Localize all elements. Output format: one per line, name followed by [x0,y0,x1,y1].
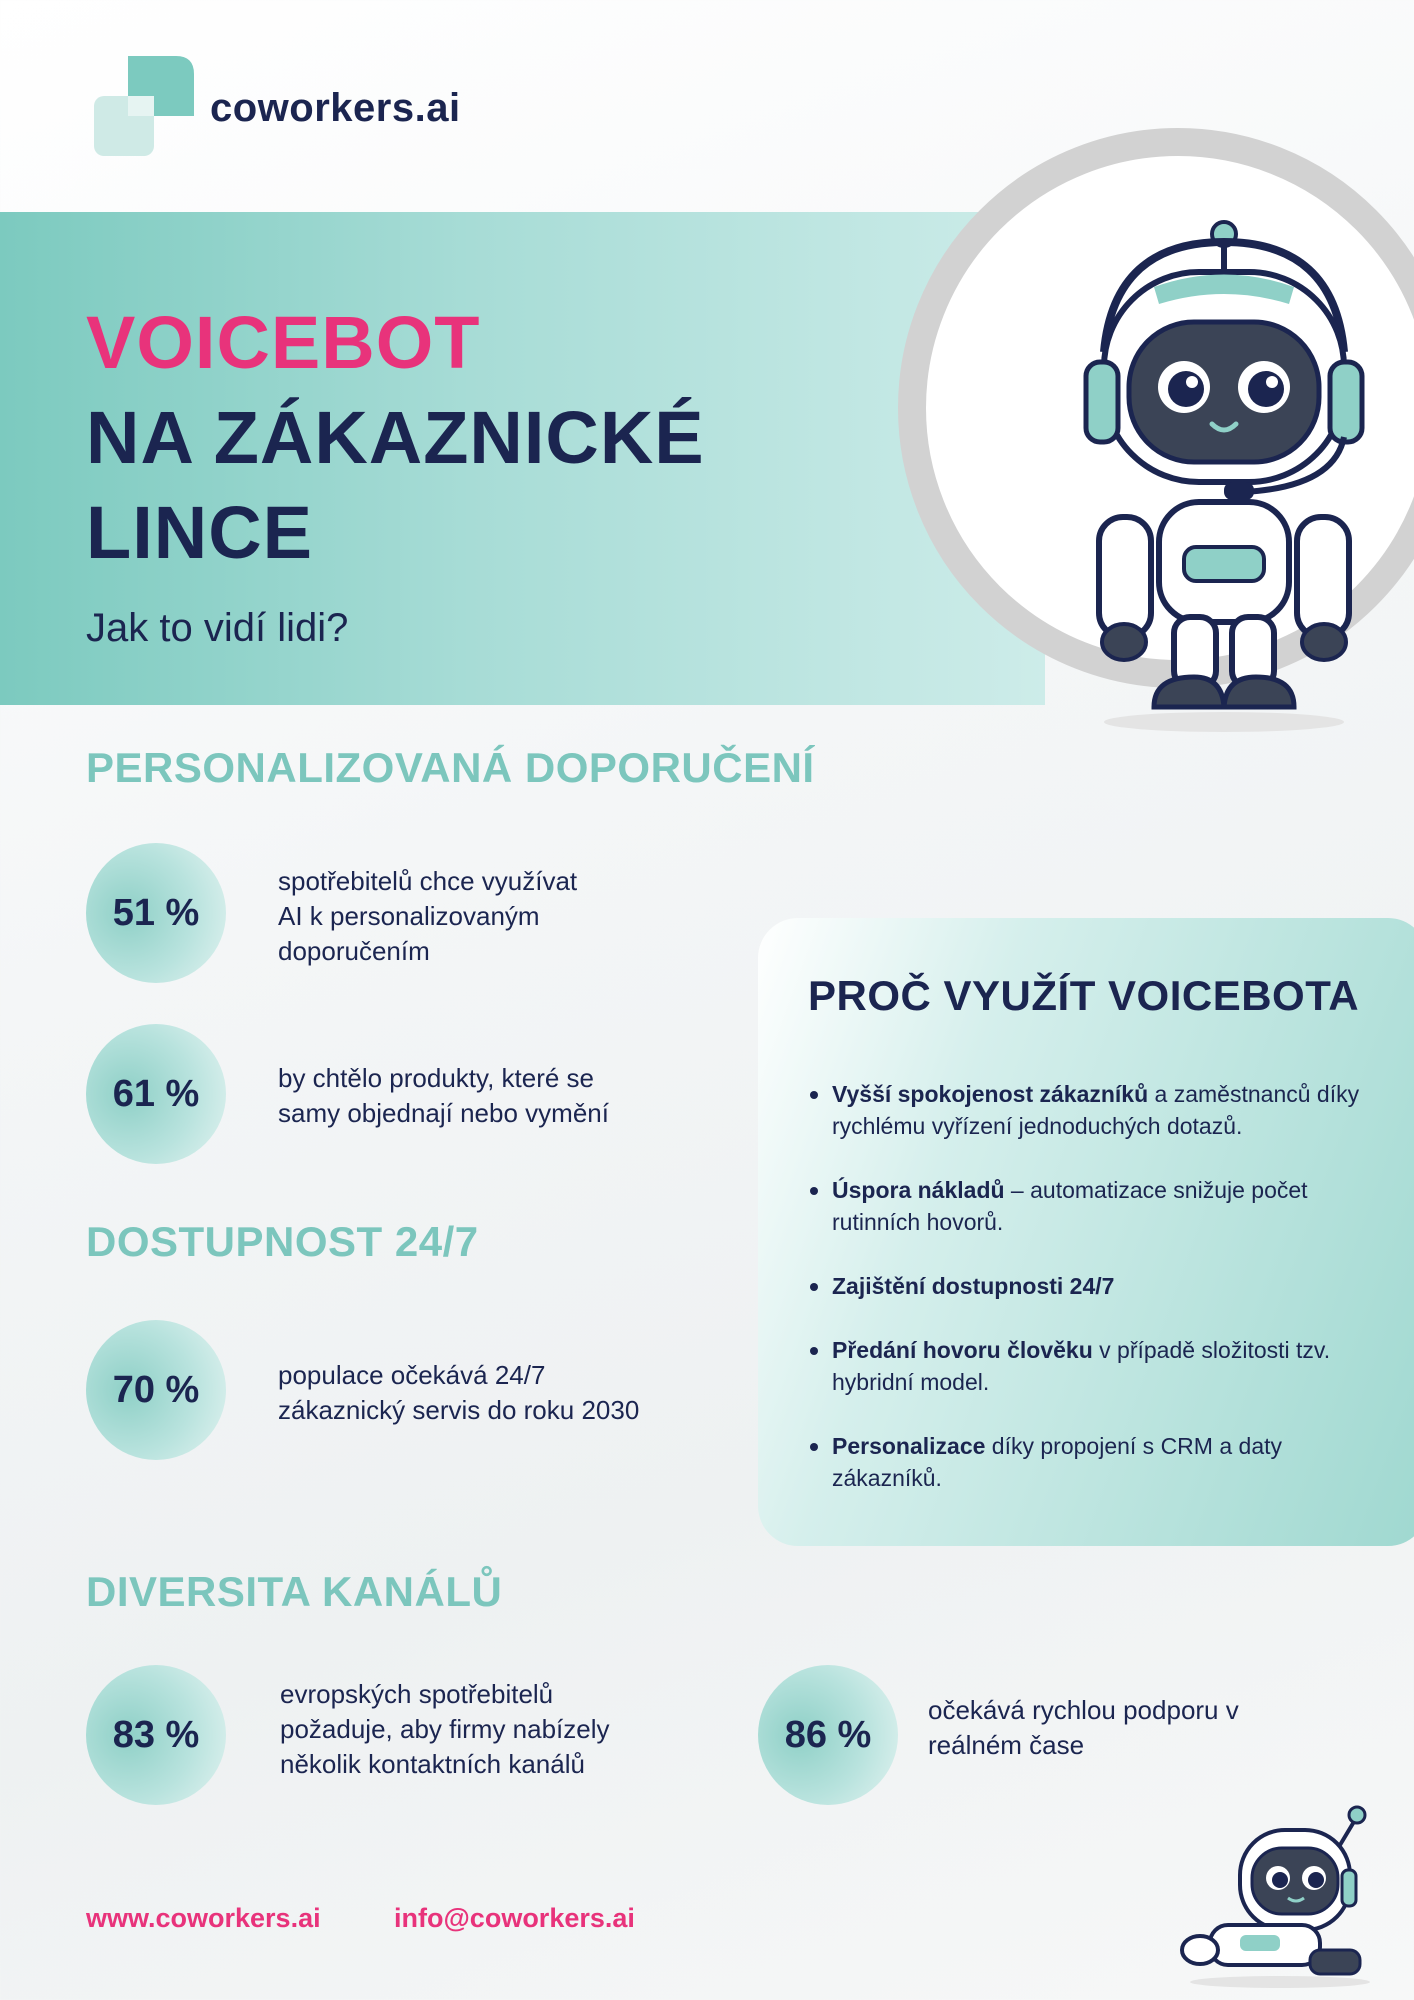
section-title-channels: DIVERSITA KANÁLŮ [86,1568,503,1615]
benefit-item: Vyšší spokojenost zákazníků a zaměstnanců díky rychlému vyřízení jednoduchých dotazů. [832,1078,1392,1142]
stat-text-70: populace očekává 24/7 zákaznický servis do roku 2030 [278,1360,640,1425]
section-title-personalized: PERSONALIZOVANÁ DOPORUČENÍ [86,744,815,791]
robot-mascot-illustration [1044,212,1404,742]
benefit-item: Úspora nákladů – automatizace snižuje počet rutinních hovorů. [832,1174,1392,1238]
card-title: PROČ VYUŽÍT VOICEBOTA [808,972,1360,1019]
hero-title-line3: LINCE [86,491,313,574]
logo-text: coworkers.ai [210,86,461,130]
stat-circle-61: 61 % [86,1024,226,1164]
footer-email-link[interactable]: info@coworkers.ai [394,1903,635,1933]
hero-title-voicebot: VOICEBOT [86,301,481,384]
stat-circle-51: 51 % [86,843,226,983]
stat-circle-83: 83 % [86,1665,226,1805]
benefit-item: Zajištění dostupnosti 24/7 [832,1270,1392,1302]
small-robot-illustration [1170,1800,1380,1990]
benefit-item: Personalizace díky propojení s CRM a daty zákazníků. [832,1430,1392,1494]
hero-subtitle: Jak to vidí lidi? [86,606,349,650]
footer-website-link[interactable]: www.coworkers.ai [86,1903,321,1933]
stat-text-61: by chtělo produkty, které se samy objednají nebo vymění [278,1063,609,1128]
stat-circle-86: 86 % [758,1665,898,1805]
stat-circle-70: 70 % [86,1320,226,1460]
stat-text-83: evropských spotřebitelů požaduje, aby firmy nabízely několik kontaktních kanálů [280,1679,610,1779]
section-title-availability: DOSTUPNOST 24/7 [86,1218,479,1265]
stat-text-51: spotřebitelů chce využívat AI k personalizovaným doporučením [278,866,578,966]
hero-title-line2: NA ZÁKAZNICKÉ [86,396,705,479]
card-benefits-list [802,1078,1392,1526]
coworkers-logo-icon [94,56,194,156]
stat-text-86: očekává rychlou podporu v reálném čase [928,1695,1239,1760]
benefit-item: Předání hovoru člověku v případě složitosti tzv. hybridní model. [832,1334,1392,1398]
